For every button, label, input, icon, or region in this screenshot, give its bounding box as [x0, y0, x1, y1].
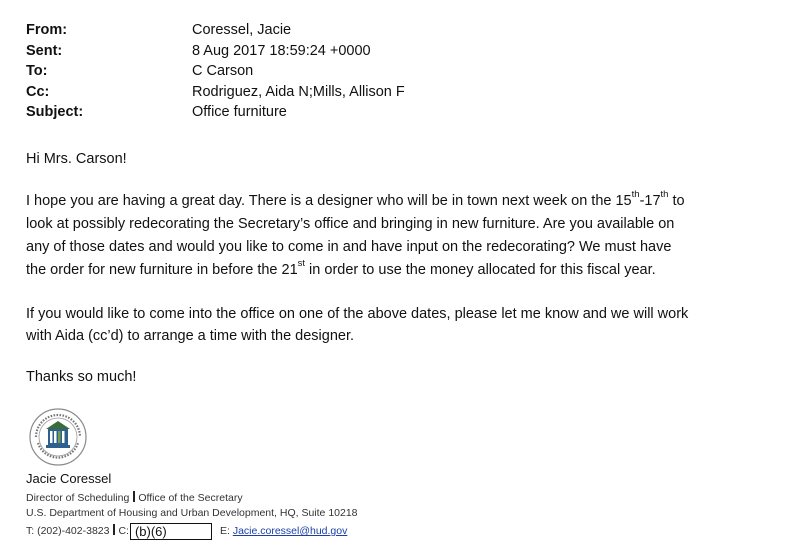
signature-cell-label: C: [118, 525, 129, 537]
sent-value: 8 Aug 2017 18:59:24 +0000 [192, 42, 371, 59]
from-label: From: [26, 22, 68, 38]
p1-text-e: in order to use the money allocated for this fiscal year. [305, 262, 656, 278]
paragraph-2-line-1: If you would like to come into the office on one of the above dates, please let me know and we will work [26, 306, 689, 322]
cc-label: Cc: [26, 83, 50, 100]
signature-department: U.S. Department of Housing and Urban Development, HQ, Suite 10218 [26, 507, 358, 519]
paragraph-1-line-4 [26, 259, 771, 282]
separator-bar [133, 491, 135, 502]
to-label: To: [26, 63, 48, 80]
signature-title [26, 491, 243, 505]
email-link[interactable]: Jacie.coressel@hud.gov [232, 525, 348, 537]
from-value: Coressel, Jacie [192, 22, 292, 38]
p1-text-d: the order for new furniture in before the 21 [26, 262, 298, 278]
paragraph-1-line-3: any of those dates and would you like to come in and have input on the redecorating? We must have [26, 239, 672, 255]
p1-sup-2: th [660, 189, 669, 201]
email-header [26, 20, 752, 123]
hud-seal-icon [28, 407, 88, 467]
sent-label: Sent: [26, 42, 63, 59]
paragraph-1 [26, 190, 771, 282]
greeting: Hi Mrs. Carson! [26, 151, 127, 167]
signature-name: Jacie Coressel [26, 471, 112, 486]
cc-value: Rodriguez, Aida N;Mills, Allison F [192, 83, 405, 100]
signature-title-b: Office of the Secretary [138, 492, 243, 504]
closing: Thanks so much! [26, 369, 137, 385]
p1-text-b: -17 [639, 193, 661, 209]
p1-sup-3: st [297, 258, 306, 270]
p1-text-c: to [668, 193, 685, 209]
signature-title-a: Director of Scheduling [26, 492, 130, 504]
paragraph-2 [26, 303, 771, 347]
p1-sup-1: th [631, 189, 640, 201]
redaction-box: (b)(6) [130, 523, 212, 540]
signature-contact [26, 523, 347, 540]
signature-email-label: E: [219, 525, 230, 537]
to-value: C Carson [192, 63, 254, 80]
paragraph-2-line-2: with Aida (cc’d) to arrange a time with the designer. [26, 328, 355, 344]
p1-text-a: I hope you are having a great day. There is a designer who will be in town next week on the 15 [26, 193, 632, 209]
separator-bar [113, 524, 115, 535]
signature-phone: T: (202)-402-3823 [26, 525, 110, 537]
paragraph-1-line-1 [26, 190, 771, 213]
subject-value: Office furniture [192, 104, 287, 121]
subject-label: Subject: [26, 104, 84, 121]
paragraph-1-line-2: look at possibly redecorating the Secretary’s office and bringing in new furniture. Are you available on [26, 216, 675, 232]
